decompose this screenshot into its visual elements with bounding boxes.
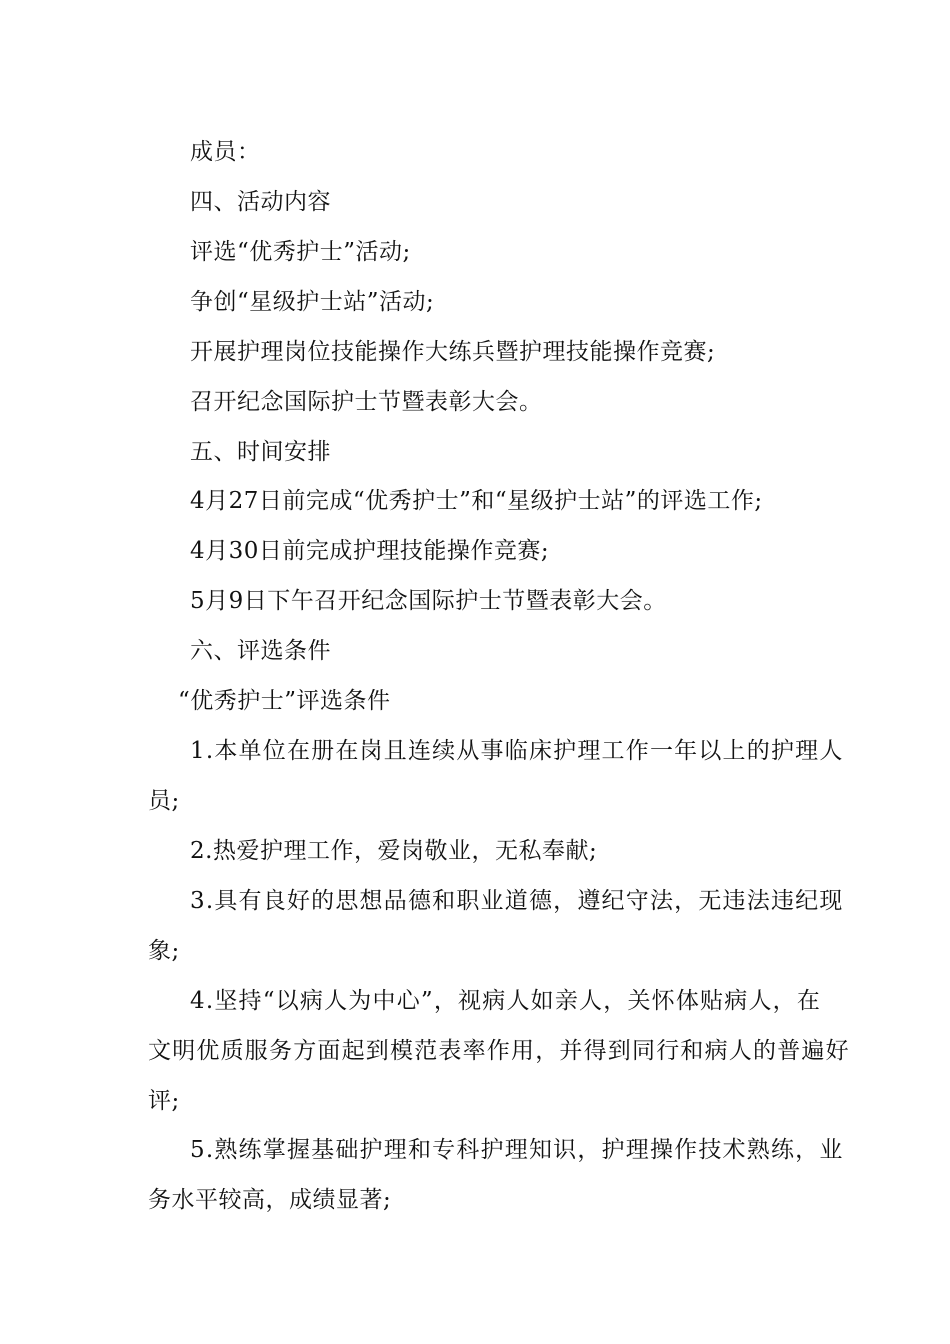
criteria-item-line: 务水平较高，成绩显著;	[148, 1187, 392, 1213]
criteria-item-line: 象;	[148, 938, 180, 964]
member-label: 成员：	[190, 139, 261, 165]
section-heading-schedule: 五、时间安排	[190, 439, 331, 465]
schedule-item: 4月30日前完成护理技能操作竞赛;	[190, 538, 550, 564]
criteria-item-line: 3.具有良好的思想品德和职业道德，遵纪守法，无违法违纪现	[190, 888, 844, 914]
activity-item: 召开纪念国际护士节暨表彰大会。	[190, 389, 543, 415]
criteria-item-line: 员;	[148, 788, 180, 814]
activity-item: 开展护理岗位技能操作大练兵暨护理技能操作竞赛;	[190, 339, 716, 365]
section-heading-selection-criteria: 六、评选条件	[190, 638, 331, 664]
criteria-item-line: 4.坚持“以病人为中心”，视病人如亲人，关怀体贴病人，在	[190, 988, 822, 1014]
criteria-item-line: 文明优质服务方面起到模范表率作用，并得到同行和病人的普遍好	[148, 1038, 850, 1064]
activity-item: 争创“星级护士站”活动;	[190, 289, 435, 315]
schedule-item: 5月9日下午召开纪念国际护士节暨表彰大会。	[190, 588, 667, 614]
activity-item: 评选“优秀护士”活动;	[190, 239, 411, 265]
criteria-item-line: 2.热爱护理工作，爱岗敬业，无私奉献;	[190, 838, 598, 864]
criteria-item-line: 评;	[148, 1088, 180, 1114]
criteria-item-line: 5.熟练掌握基础护理和专科护理知识，护理操作技术熟练，业	[190, 1137, 844, 1163]
section-heading-activity-content: 四、活动内容	[190, 189, 331, 215]
schedule-item: 4月27日前完成“优秀护士”和“星级护士站”的评选工作;	[190, 488, 763, 514]
criteria-item-line: 1.本单位在册在岗且连续从事临床护理工作一年以上的护理人	[190, 738, 844, 764]
criteria-subheading: “优秀护士”评选条件	[178, 688, 391, 714]
